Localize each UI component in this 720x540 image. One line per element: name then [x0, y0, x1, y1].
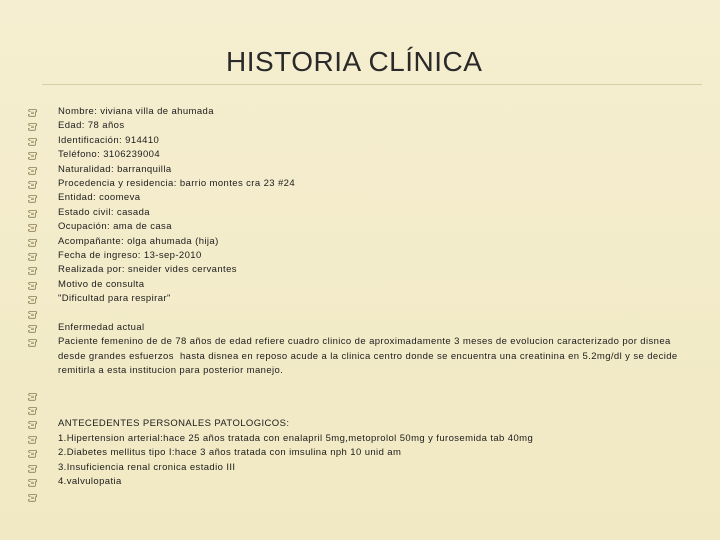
list-item [28, 321, 698, 335]
list-item-text [58, 307, 698, 321]
scroll-bullet-icon [28, 292, 58, 306]
list-item-text: Realizada por: sneider vides cervantes [58, 264, 237, 276]
list-item-text: Identificación: 914410 [58, 134, 160, 146]
antecedentes-group [28, 389, 698, 504]
scroll-bullet-icon [28, 134, 58, 148]
list-item [28, 249, 698, 263]
list-item-text: Entidad: coomeva [58, 192, 141, 204]
list-item-text: Motivo de consulta [58, 278, 145, 290]
title-divider [42, 84, 702, 85]
list-item-text: 4.valvulopatia [58, 476, 122, 488]
list-item [28, 403, 698, 417]
list-item [28, 206, 698, 220]
list-item [28, 417, 698, 431]
scroll-bullet-icon [28, 307, 58, 321]
list-item-text: Procedencia y residencia: barrio montes cra 23 #24 [58, 178, 296, 190]
scroll-bullet-icon [28, 148, 58, 162]
list-item-text: Naturalidad: barranquilla [58, 163, 172, 175]
list-item [28, 335, 698, 378]
list-item-text: Paciente femenino de de 78 años de edad refiere cuadro clinico de aproximadamente 3 meses de evolucion caracterizado por disnea desde grandes esfuerzos hasta disnea en reposo acude a la clinica centro donde se encuentra una creatinina en 5.2mg/dl y se decide remitirla a esta institucion para posterior manejo. [58, 336, 681, 377]
list-item-text [58, 403, 698, 417]
scroll-bullet-icon [28, 119, 58, 133]
scroll-bullet-icon [28, 321, 58, 335]
list-item [28, 177, 698, 191]
scroll-bullet-icon [28, 475, 58, 489]
scroll-bullet-icon [28, 335, 58, 349]
list-item [28, 119, 698, 133]
list-item [28, 191, 698, 205]
scroll-bullet-icon [28, 235, 58, 249]
list-item-text: "Dificultad para respirar" [58, 293, 171, 305]
list-item-text: 2.Diabetes mellitus tipo I:hace 3 años tratada con imsulina nph 10 unid am [58, 447, 402, 459]
list-item-text: Enfermedad actual [58, 322, 145, 334]
list-item-text: Acompañante: olga ahumada (hija) [58, 235, 219, 247]
patient-info-group [28, 105, 698, 379]
list-item [28, 263, 698, 277]
scroll-bullet-icon [28, 490, 58, 504]
scroll-bullet-icon [28, 163, 58, 177]
scroll-bullet-icon [28, 432, 58, 446]
list-item-text: Nombre: viviana villa de ahumada [58, 106, 214, 117]
scroll-bullet-icon [28, 220, 58, 234]
list-item [28, 490, 698, 504]
scroll-bullet-icon [28, 105, 58, 119]
list-item [28, 475, 698, 489]
list-item [28, 220, 698, 234]
list-item [28, 134, 698, 148]
scroll-bullet-icon [28, 177, 58, 191]
list-item-text [58, 490, 698, 504]
list-item [28, 105, 698, 119]
scroll-bullet-icon [28, 249, 58, 263]
list-item-text [58, 389, 698, 403]
list-item [28, 461, 698, 475]
scroll-bullet-icon [28, 263, 58, 277]
scroll-bullet-icon [28, 389, 58, 403]
list-item [28, 432, 698, 446]
list-item-text: 1.Hipertension arterial:hace 25 años tratada con enalapril 5mg,metoprolol 50mg y furosemida tab 40mg [58, 432, 534, 444]
list-item-text: Estado civil: casada [58, 206, 150, 218]
list-item [28, 389, 698, 403]
list-item-text: ANTECEDENTES PERSONALES PATOLOGICOS: [58, 418, 290, 430]
list-item [28, 292, 698, 306]
clinical-history-list [28, 105, 698, 504]
list-item [28, 235, 698, 249]
scroll-bullet-icon [28, 403, 58, 417]
scroll-bullet-icon [28, 461, 58, 475]
scroll-bullet-icon [28, 191, 58, 205]
section-gap [28, 379, 698, 389]
scroll-bullet-icon [28, 206, 58, 220]
scroll-bullet-icon [28, 446, 58, 460]
scroll-bullet-icon [28, 278, 58, 292]
list-item [28, 163, 698, 177]
page-title: HISTORIA CLÍNICA [226, 46, 483, 77]
list-item [28, 307, 698, 321]
scroll-bullet-icon [28, 417, 58, 431]
list-item [28, 148, 698, 162]
list-item-text: 3.Insuficiencia renal cronica estadio III [58, 461, 236, 473]
list-item [28, 446, 698, 460]
list-item-text: Fecha de ingreso: 13-sep-2010 [58, 250, 202, 262]
list-item-text: Edad: 78 años [58, 120, 125, 132]
list-item [28, 278, 698, 292]
list-item-text: Teléfono: 3106239004 [58, 149, 161, 161]
list-item-text: Ocupación: ama de casa [58, 221, 172, 233]
